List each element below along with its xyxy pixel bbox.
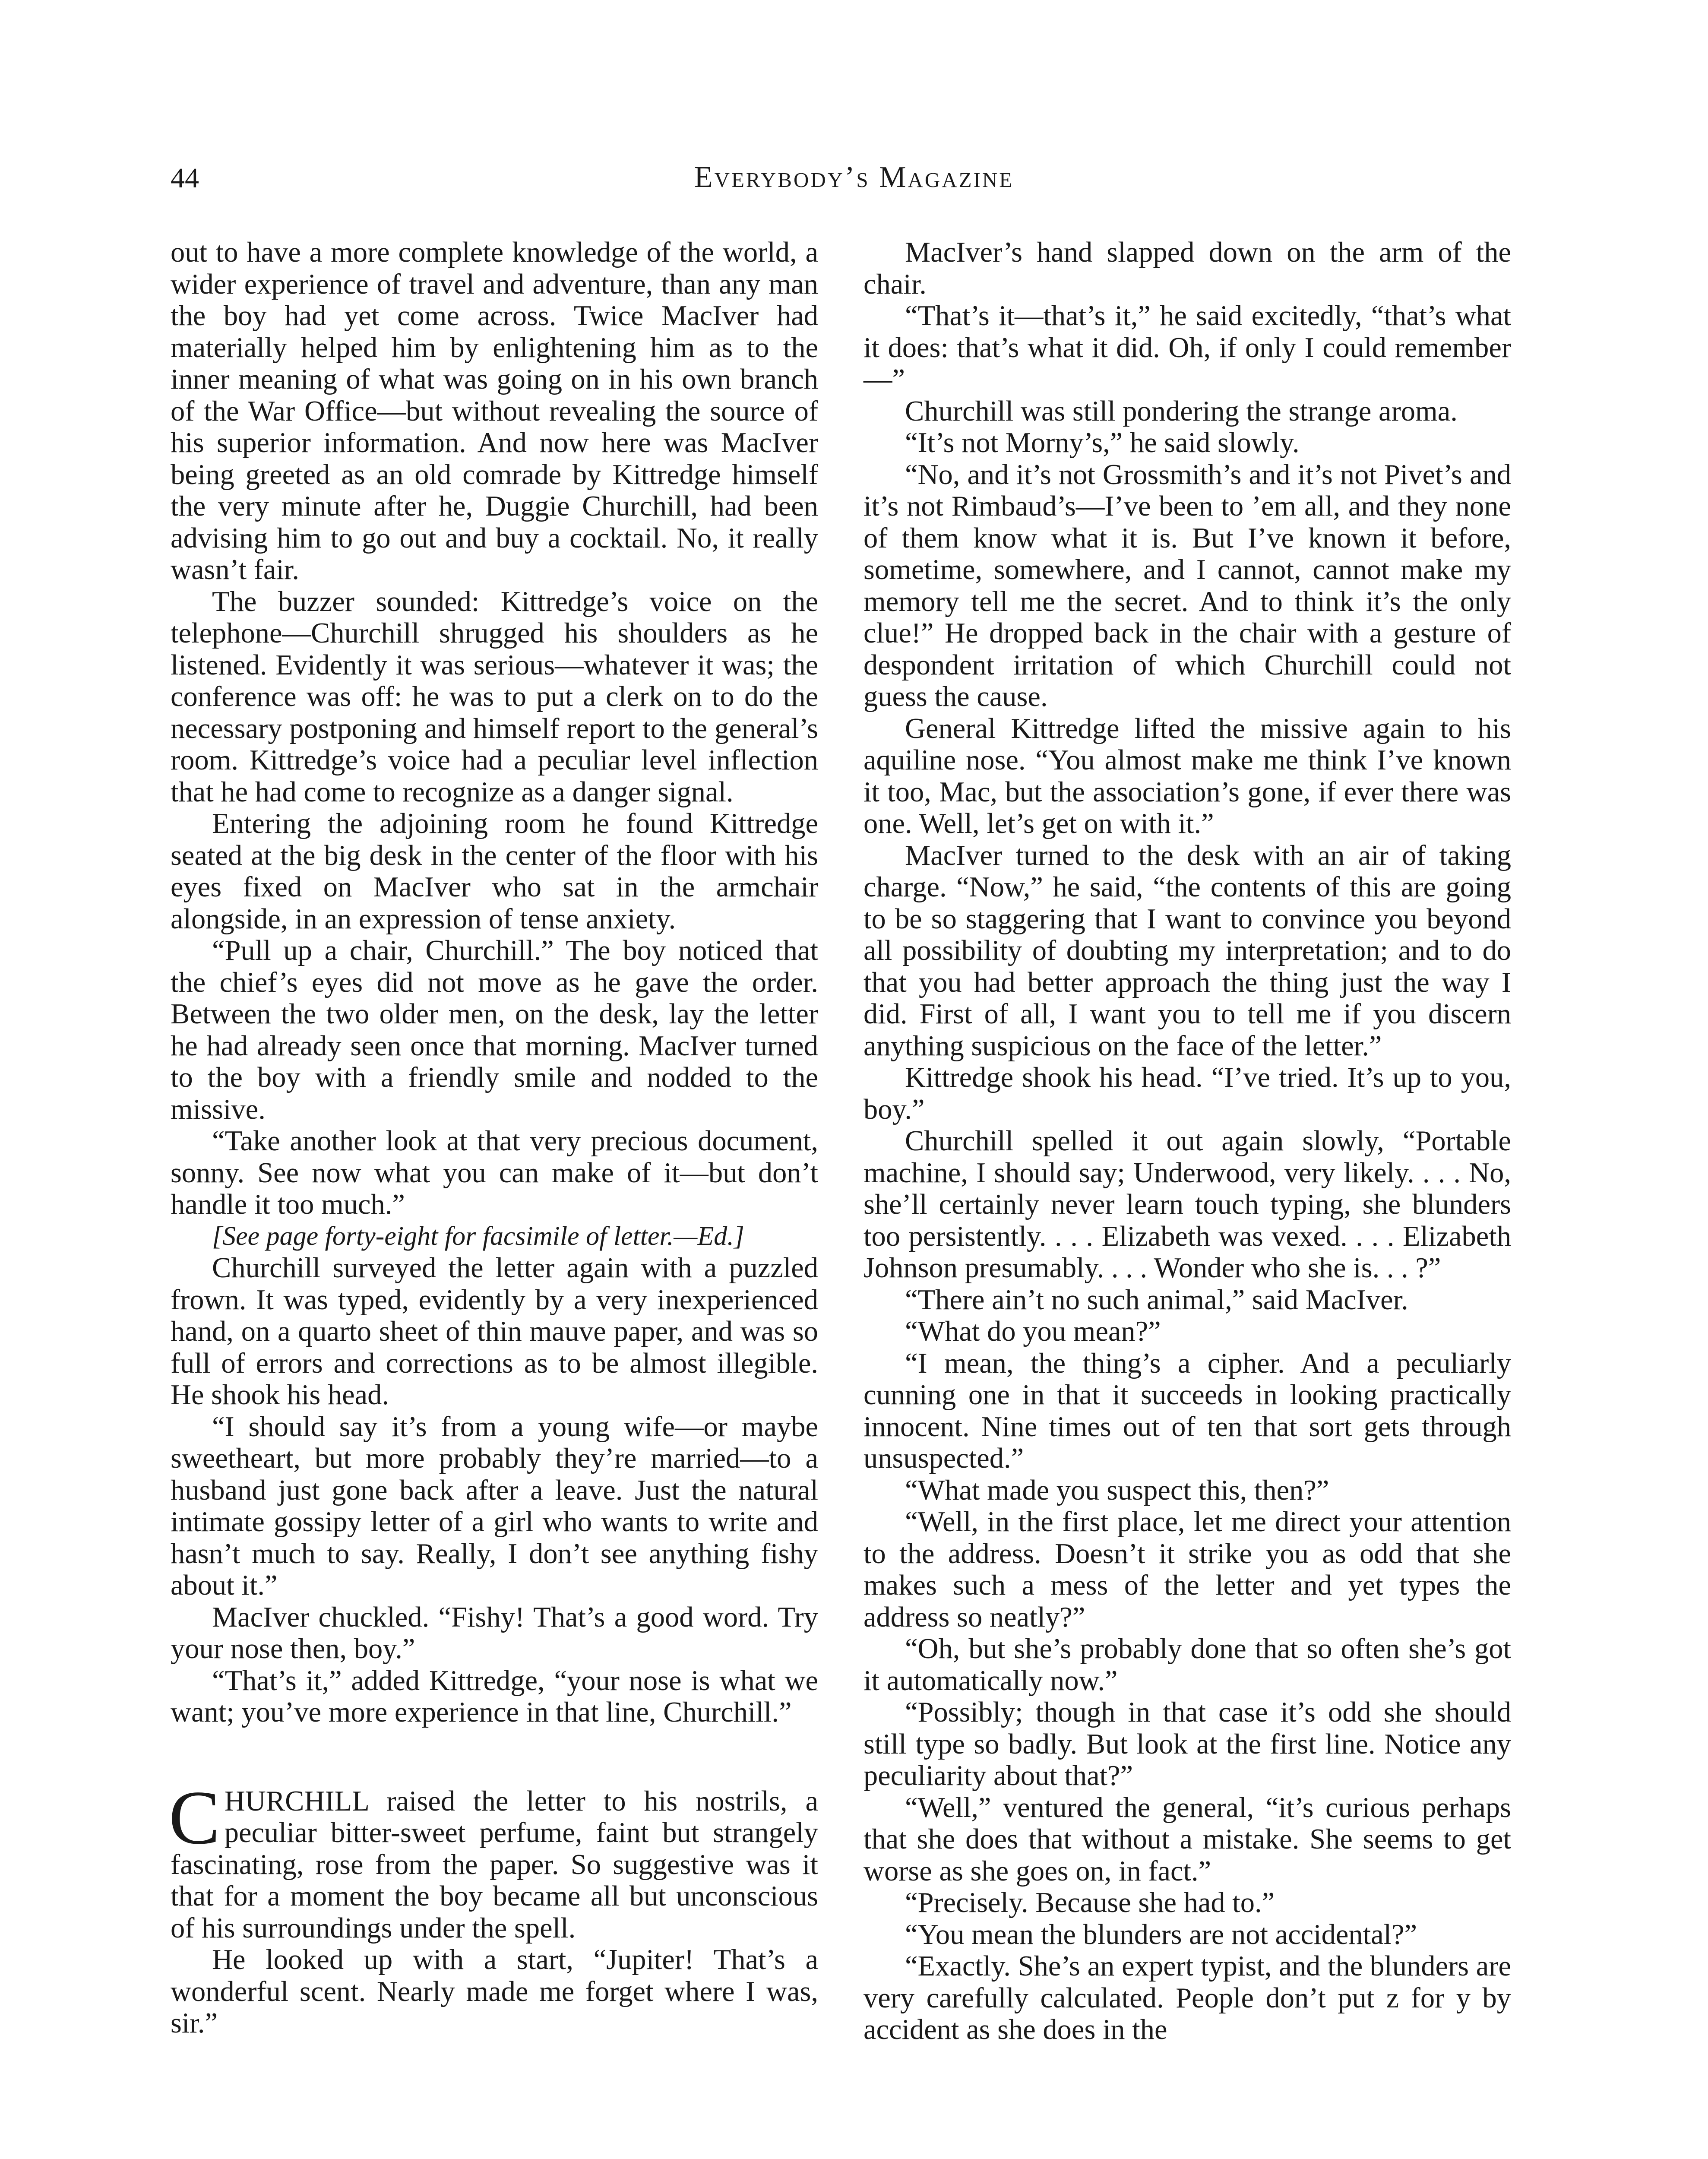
paragraph: “Take another look at that very precious document, sonny. See now what you can make of it—but don’t handle it too much.” — [171, 1125, 818, 1220]
paragraph: “I mean, the thing’s a cipher. And a peculiarly cunning one in that it succeeds in looking practically innocent. Nine times out of ten that sort gets through unsuspected.” — [863, 1347, 1511, 1474]
paragraph: “Pull up a chair, Churchill.” The boy noticed that the chief’s eyes did not move as he gave the order. Between the two older men, on the desk, lay the letter he had already seen once that morning. MacIver turned to the boy with a friendly smile and nodded to the missive. — [171, 935, 818, 1125]
running-head: Everybody’s Magazine — [694, 161, 1014, 194]
editor-note — [171, 1221, 818, 1253]
paragraph: Churchill spelled it out again slowly, “Portable machine, I should say; Underwood, very likely. . . . No, she’ll certainly never learn touch typing, she blunders too persistently. . . . Elizabeth was vexed. . . . Elizabeth Johnson presumably. . . . Wonder who she is. . . ?” — [863, 1125, 1511, 1284]
paragraph: “Well, in the first place, let me direct your attention to the address. Doesn’t it strike you as odd that she makes such a mess of the letter and yet types the address so neatly?” — [863, 1506, 1511, 1633]
paragraph: “Oh, but she’s probably done that so often she’s got it automatically now.” — [863, 1633, 1511, 1697]
section-opening-text: HURCHILL raised the letter to his nostrils, a peculiar bitter-sweet perfume, faint but strangely fascinating, rose from the paper. So suggestive was it that for a moment the boy became all but unconscious of his surroundings under the spell. — [171, 1785, 818, 1944]
paragraph: MacIver’s hand slapped down on the arm of the chair. — [863, 237, 1511, 300]
paragraph: Entering the adjoining room he found Kittredge seated at the big desk in the center of the floor with his eyes fixed on MacIver who sat in the armchair alongside, in an expression of tense anxiety. — [171, 808, 818, 935]
paragraph: “I should say it’s from a young wife—or maybe sweetheart, but more probably they’re married—to a husband just gone back after a leave. Just the natural intimate gossipy letter of a girl who wants to write and hasn’t much to say. Really, I don’t see anything fishy about it.” — [171, 1411, 818, 1601]
paragraph: “You mean the blunders are not accidental?” — [905, 1918, 1417, 1950]
editor-note-text: [See page forty-eight for facsimile of letter.—Ed.] — [212, 1221, 744, 1251]
paragraph: out to have a more complete knowledge of the world, a wider experience of travel and adventure, than any man the boy had yet come across. Twice MacIver had materially helped him by enlightening him as to the inner meaning of what was going on in his own branch of the War Office—but without revealing the source of his superior information. And now here was MacIver being greeted as an old comrade by Kittredge himself the very minute after he, Duggie Churchill, had been advising him to go out and buy a cocktail. No, it really wasn’t fair. — [171, 237, 818, 586]
paragraph: “Exactly. She’s an expert typist, and the blunders are very carefully calculated. People don’t put z for y by accident as she does in the — [863, 1950, 1511, 2045]
paragraph: General Kittredge lifted the missive again to his aquiline nose. “You almost make me think I’ve known it too, Mac, but the association’s gone, if ever there was one. Well, let’s get on with it.” — [863, 712, 1511, 839]
paragraph: Churchill was still pondering the strange aroma. — [905, 395, 1458, 427]
paragraph: Kittredge shook his head. “I’ve tried. It’s up to you, boy.” — [863, 1062, 1511, 1125]
paragraph: “Precisely. Because she had to.” — [905, 1887, 1275, 1918]
page-number: 44 — [171, 162, 199, 194]
paragraph: The buzzer sounded: Kittredge’s voice on the telephone—Churchill shrugged his shoulders as he listened. Evidently it was serious—whatever it was; the conference was off: he was to put a clerk on to do the necessary postponing and himself report to the general’s room. Kittredge’s voice had a peculiar level inflection that he had come to recognize as a danger signal. — [171, 586, 818, 808]
paragraph: MacIver chuckled. “Fishy! That’s a good word. Try your nose then, boy.” — [171, 1601, 818, 1665]
paragraph: He looked up with a start, “Jupiter! That’s a wonderful scent. Nearly made me forget where I was, sir.” — [171, 1944, 818, 2039]
left-column — [171, 237, 818, 2039]
paragraph: “No, and it’s not Grossmith’s and it’s not Pivet’s and it’s not Rimbaud’s—I’ve been to ’em all, and they none of them know what it is. But I’ve known it before, sometime, somewhere, and I cannot, cannot make my memory tell me the secret. And to think it’s the only clue!” He dropped back in the chair with a gesture of despondent irritation of which Churchill could not guess the cause. — [863, 459, 1511, 712]
paragraph: “That’s it—that’s it,” he said excitedly, “that’s what it does: that’s what it did. Oh, if only I could remember—” — [863, 300, 1511, 395]
right-column — [863, 237, 1511, 2046]
paragraph: MacIver turned to the desk with an air of taking charge. “Now,” he said, “the contents of this are going to be so staggering that I want to convince you beyond all possibility of doubting my interpretation; and to do that you had better approach the thing just the way I did. First of all, I want you to tell me if you discern anything suspicious on the face of the letter.” — [863, 839, 1511, 1062]
paragraph: “What do you mean?” — [905, 1316, 1161, 1347]
paragraph: “What made you suspect this, then?” — [905, 1474, 1329, 1506]
drop-cap: C — [169, 1774, 220, 1860]
paragraph: “There ain’t no such animal,” said MacIver. — [905, 1284, 1408, 1316]
paragraph: “Well,” ventured the general, “it’s curious perhaps that she does that without a mistake. She seems to get worse as she goes on, in fact.” — [863, 1792, 1511, 1887]
paragraph: “Possibly; though in that case it’s odd she should still type so badly. But look at the first line. Notice any peculiarity about that?” — [863, 1697, 1511, 1792]
section-opening-paragraph — [169, 1774, 818, 1944]
paragraph: “That’s it,” added Kittredge, “your nose is what we want; you’ve more experience in that line, Churchill.” — [171, 1665, 818, 1728]
paragraph: “It’s not Morny’s,” he said slowly. — [905, 427, 1300, 459]
paragraph: Churchill surveyed the letter again with a puzzled frown. It was typed, evidently by a very inexperienced hand, on a quarto sheet of thin mauve paper, and was so full of errors and corrections as to be almost illegible. He shook his head. — [171, 1252, 818, 1411]
